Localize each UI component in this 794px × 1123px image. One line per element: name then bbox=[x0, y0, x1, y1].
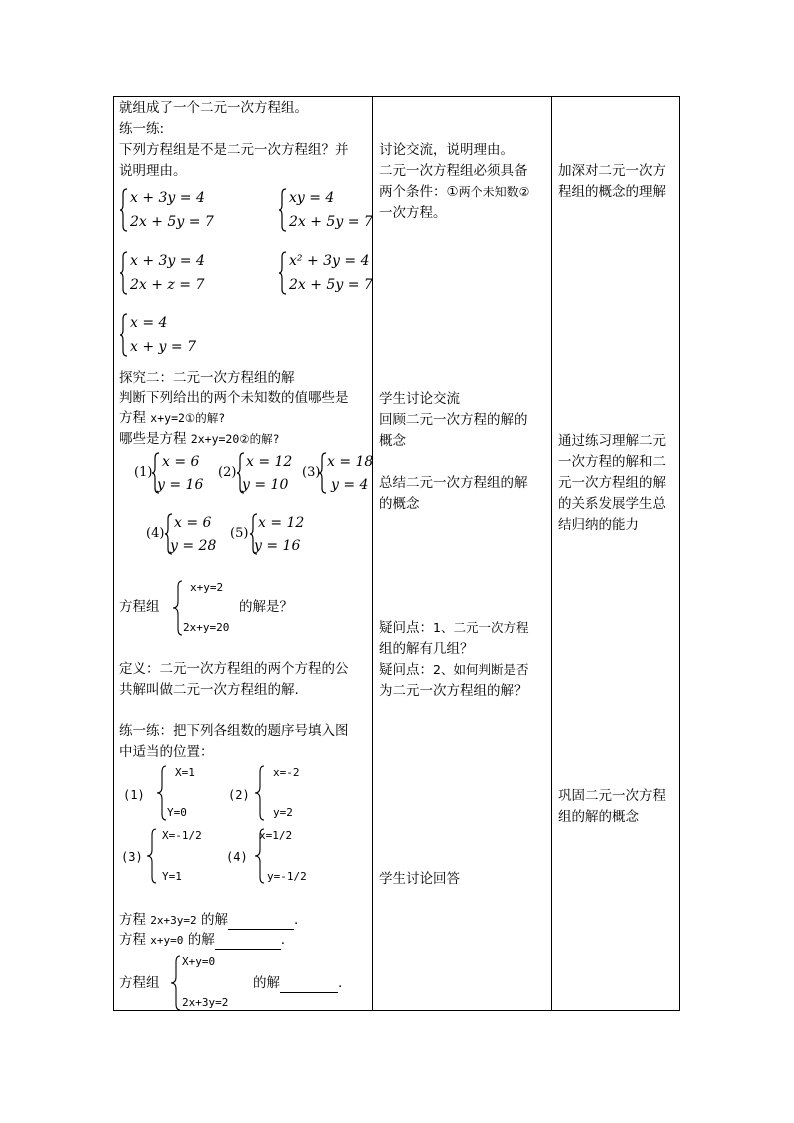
system4-eq1: x² + 3y = 4 bbox=[289, 253, 370, 269]
goal-2-cont: 结归纳的能力 bbox=[558, 517, 639, 533]
system1-eq2: 2x + 5y = 7 bbox=[130, 214, 214, 230]
column-divider bbox=[372, 96, 373, 1011]
fill-blank-3-eq2: 2x+3y=2 bbox=[182, 996, 229, 1009]
pair2-x: x = 12 bbox=[246, 454, 293, 470]
pair3-y: y = 4 bbox=[331, 477, 369, 493]
option3-a: X=-1/2 bbox=[162, 829, 202, 842]
definition: 定义：二元一次方程组的两个方程的公 bbox=[119, 661, 349, 677]
option-label: (1) bbox=[123, 788, 145, 802]
left-brace-icon bbox=[254, 765, 266, 821]
left-brace-icon bbox=[119, 251, 129, 295]
answer-blank[interactable] bbox=[215, 935, 281, 950]
pair1-x: x = 6 bbox=[162, 454, 200, 470]
pair-label: (1) bbox=[134, 465, 153, 480]
doubt-point-1-cont: 组的解有几组？ bbox=[379, 641, 474, 657]
fill-blank-3-prefix: 方程组 bbox=[119, 975, 160, 991]
goal-1: 加深对二元一次方 bbox=[558, 163, 666, 179]
review-text-cont: 概念 bbox=[379, 433, 406, 449]
answer-blank[interactable] bbox=[280, 978, 338, 993]
system-question-eq2: 2x+y=20 bbox=[183, 621, 230, 634]
practice2-instruction: 练一练：把下列各组数的题序号填入图 bbox=[119, 723, 349, 739]
system-question-eq1: x+y=2 bbox=[190, 581, 224, 594]
system5-eq1: x = 4 bbox=[130, 315, 168, 331]
condition-text-end: 一次方程。 bbox=[379, 205, 447, 221]
goal-1-cont: 程组的概念的理解 bbox=[558, 184, 666, 200]
practice1-question: 下列方程组是不是二元一次方程组？并 bbox=[119, 142, 349, 158]
pair5-x: x = 12 bbox=[258, 515, 305, 531]
pair2-y: y = 10 bbox=[242, 477, 289, 493]
pair-label: (4) bbox=[146, 526, 165, 541]
option2-a: x=-2 bbox=[273, 766, 300, 779]
system3-eq1: x + 3y = 4 bbox=[130, 253, 205, 269]
pair4-y: y = 28 bbox=[170, 538, 217, 554]
pair1-y: y = 16 bbox=[157, 477, 204, 493]
system-question-suffix: 的解是？ bbox=[239, 599, 293, 615]
summary-text: 总结二元一次方程组的解 bbox=[379, 475, 528, 491]
option-label: (3) bbox=[121, 850, 143, 864]
fill-blank-3-suffix: 的解 . bbox=[253, 975, 343, 991]
doubt-point-1: 疑问点：1、二元一次方程 bbox=[379, 620, 529, 636]
left-brace-icon bbox=[119, 188, 129, 232]
system4-eq2: 2x + 5y = 7 bbox=[289, 277, 373, 293]
goal-2: 通过练习理解二元 bbox=[558, 433, 666, 449]
system-question-prefix: 方程组 bbox=[119, 599, 160, 615]
doubt-point-2-cont: 为二元一次方程组的解？ bbox=[379, 683, 528, 699]
option-label: (4) bbox=[226, 850, 248, 864]
condition-text-cont: 两个条件：①两个未知数② bbox=[379, 184, 530, 200]
fill-blank-3-eq1: X+y=0 bbox=[182, 955, 216, 968]
option4-b: y=-1/2 bbox=[267, 870, 307, 883]
left-brace-icon bbox=[278, 188, 288, 232]
option2-b: y=2 bbox=[273, 806, 293, 819]
summary-text-cont: 的概念 bbox=[379, 496, 420, 512]
condition-text: 二元一次方程组必须具备 bbox=[379, 163, 528, 179]
system1-eq1: x + 3y = 4 bbox=[130, 190, 205, 206]
fill-blank-2: 方程 x+y=0 的解 . bbox=[119, 932, 286, 948]
review-text: 回顾二元一次方程的解的 bbox=[379, 412, 528, 428]
pair-label: (5) bbox=[230, 526, 249, 541]
discuss-text: 讨论交流，说明理由。 bbox=[379, 142, 514, 158]
pair-label: (3) bbox=[302, 465, 321, 480]
option1-a: X=1 bbox=[175, 766, 195, 779]
goal-3: 巩固二元一次方程 bbox=[558, 788, 666, 804]
student-discuss: 学生讨论交流 bbox=[379, 391, 460, 407]
definition-cont: 共解叫做二元一次方程组的解. bbox=[119, 682, 299, 698]
option-label: (2) bbox=[228, 788, 250, 802]
doubt-point-2: 疑问点：2、如何判断是否 bbox=[379, 662, 529, 678]
option1-b: Y=0 bbox=[167, 806, 187, 819]
option4-a: x=1/2 bbox=[259, 829, 293, 842]
practice1-label: 练一练: bbox=[119, 121, 165, 137]
pair3-x: x = 18 bbox=[327, 454, 374, 470]
system2-eq2: 2x + 5y = 7 bbox=[289, 214, 373, 230]
column-divider bbox=[551, 96, 552, 1011]
system3-eq2: 2x + z = 7 bbox=[130, 277, 205, 293]
left-brace-icon bbox=[119, 313, 129, 357]
goal-3-cont: 组的解的概念 bbox=[558, 809, 639, 825]
explore-question-eq1: 方程 x+y=2①的解? bbox=[119, 410, 226, 426]
option3-b: Y=1 bbox=[162, 870, 182, 883]
pair5-y: y = 16 bbox=[254, 538, 301, 554]
answer-blank[interactable] bbox=[228, 915, 294, 930]
explore-question: 判断下列给出的两个未知数的值哪些是 bbox=[119, 390, 349, 406]
left-brace-icon bbox=[146, 828, 158, 884]
intro-line: 就组成了一个二元一次方程组。 bbox=[119, 100, 308, 116]
system5-eq2: x + y = 7 bbox=[130, 339, 196, 355]
pair4-x: x = 6 bbox=[174, 515, 212, 531]
practice1-question-cont: 说明理由。 bbox=[119, 163, 187, 179]
system2-eq1: xy = 4 bbox=[289, 190, 335, 206]
pair-label: (2) bbox=[218, 465, 237, 480]
goal-2-cont: 元一次方程组的解 bbox=[558, 475, 666, 491]
left-brace-icon bbox=[278, 251, 288, 295]
explore-question-eq2: 哪些是方程 2x+y=20②的解? bbox=[119, 431, 280, 447]
explore-title: 探究二：二元一次方程组的解 bbox=[119, 370, 295, 386]
left-brace-icon bbox=[170, 955, 182, 1011]
goal-2-cont: 一次方程的解和二 bbox=[558, 454, 666, 470]
practice2-instruction-cont: 中适当的位置： bbox=[119, 744, 214, 760]
goal-2-cont: 的关系发展学生总 bbox=[558, 496, 666, 512]
student-answer: 学生讨论回答 bbox=[379, 871, 460, 887]
fill-blank-1: 方程 2x+3y=2 的解 . bbox=[119, 912, 299, 928]
